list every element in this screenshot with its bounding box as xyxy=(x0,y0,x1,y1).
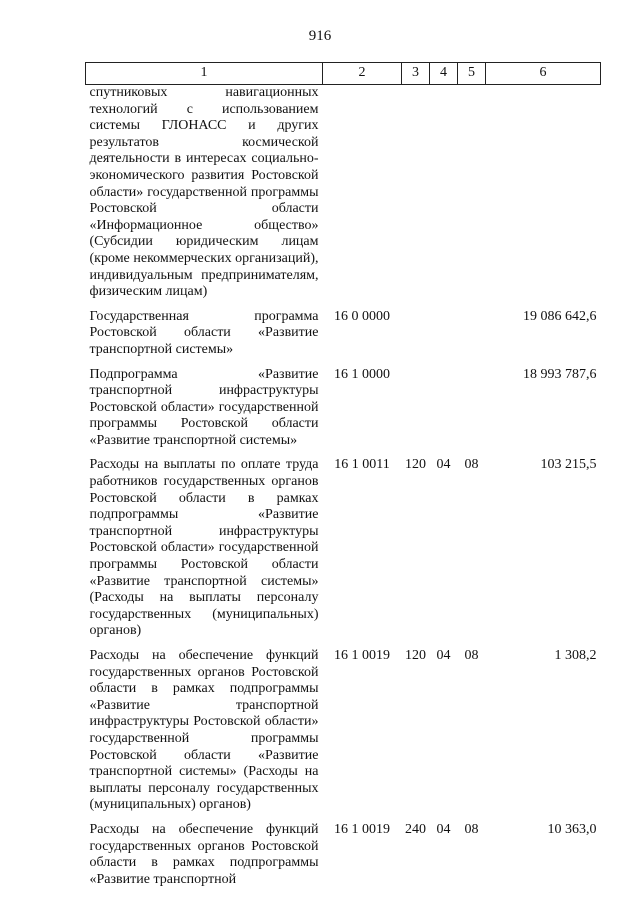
row-description: Расходы на выплаты по оплате труда работников государственных органов Ростовской области в рамках подпрограммы «Развитие транспортной инфраструктуры Ростовской области» государственной программы Ростовской области «Развитие транспортной системы» (Расходы на выплаты персоналу государственных (муниципальных) органов) xyxy=(89,457,319,639)
row-code: 16 0 0000 xyxy=(334,308,390,324)
row-description: Расходы на обеспечение функций государственных органов Ростовской области в рамках подпрограммы «Развитие транспортной xyxy=(89,821,319,887)
page-number: 916 xyxy=(308,28,332,44)
header-col-6: 6 xyxy=(486,63,601,85)
row-rz: 04 xyxy=(436,648,451,663)
row-pr: 08 xyxy=(464,648,479,663)
row-code xyxy=(323,85,402,301)
row-description: спутниковых навигационных технологий с использованием системы ГЛОНАСС и других результатов космической деятельности в интересах социально-экономического развития Ростовской области» государственной программы Ростовской области «Информационное общество» (Субсидии юридическим лицам (кроме некоммерческих организаций), индивидуальным предпринимателям, физическим лицам) xyxy=(89,85,319,300)
table-row xyxy=(86,640,601,814)
row-amount: 19 086 642,6 xyxy=(523,308,597,324)
row-description: Государственная программа Ростовской области «Развитие транспортной системы» xyxy=(89,308,319,357)
header-row xyxy=(86,63,601,85)
header-col-2: 2 xyxy=(323,63,402,85)
row-description: Расходы на обеспечение функций государственных органов Ростовской области в рамках подпрограммы «Развитие транспортной инфраструктуры Ростовской области» государственной программы Ростовской области «Развитие транспортной системы» (Расходы на выплаты персоналу государственных (муниципальных) органов) xyxy=(89,648,319,813)
header-col-5: 5 xyxy=(458,63,486,85)
table-row xyxy=(86,449,601,640)
row-vr: 240 xyxy=(405,821,426,837)
row-vr xyxy=(402,85,430,301)
row-code: 16 1 0019 xyxy=(334,821,390,837)
row-vr xyxy=(402,301,430,359)
row-code: 16 1 0011 xyxy=(334,457,390,473)
row-code: 16 1 0019 xyxy=(334,648,390,663)
row-code: 16 1 0000 xyxy=(334,366,390,382)
row-amount: 1 308,2 xyxy=(554,648,597,663)
row-description: Подпрограмма «Развитие транспортной инфраструктуры Ростовской области» государственной программы Ростовской области «Развитие транспортной системы» xyxy=(89,366,319,448)
table-row xyxy=(86,359,601,450)
header-col-4: 4 xyxy=(430,63,458,85)
row-pr xyxy=(458,85,486,301)
row-amount xyxy=(486,85,601,301)
table-row xyxy=(86,85,601,301)
row-amount: 10 363,0 xyxy=(547,821,597,837)
row-amount: 103 215,5 xyxy=(540,457,597,473)
row-rz: 04 xyxy=(436,821,451,837)
row-pr xyxy=(458,359,486,450)
header-col-1: 1 xyxy=(86,63,323,85)
header-col-3: 3 xyxy=(402,63,430,85)
row-amount: 18 993 787,6 xyxy=(523,366,597,382)
row-vr xyxy=(402,359,430,450)
row-rz xyxy=(430,301,458,359)
row-pr xyxy=(458,301,486,359)
table-row xyxy=(86,814,601,888)
row-rz: 04 xyxy=(436,457,451,473)
row-pr: 08 xyxy=(464,821,479,837)
row-vr: 120 xyxy=(405,457,426,473)
row-vr: 120 xyxy=(405,648,426,663)
row-rz xyxy=(430,359,458,450)
budget-table xyxy=(85,62,601,888)
table-row xyxy=(86,301,601,359)
row-rz xyxy=(430,85,458,301)
row-pr: 08 xyxy=(464,457,479,473)
